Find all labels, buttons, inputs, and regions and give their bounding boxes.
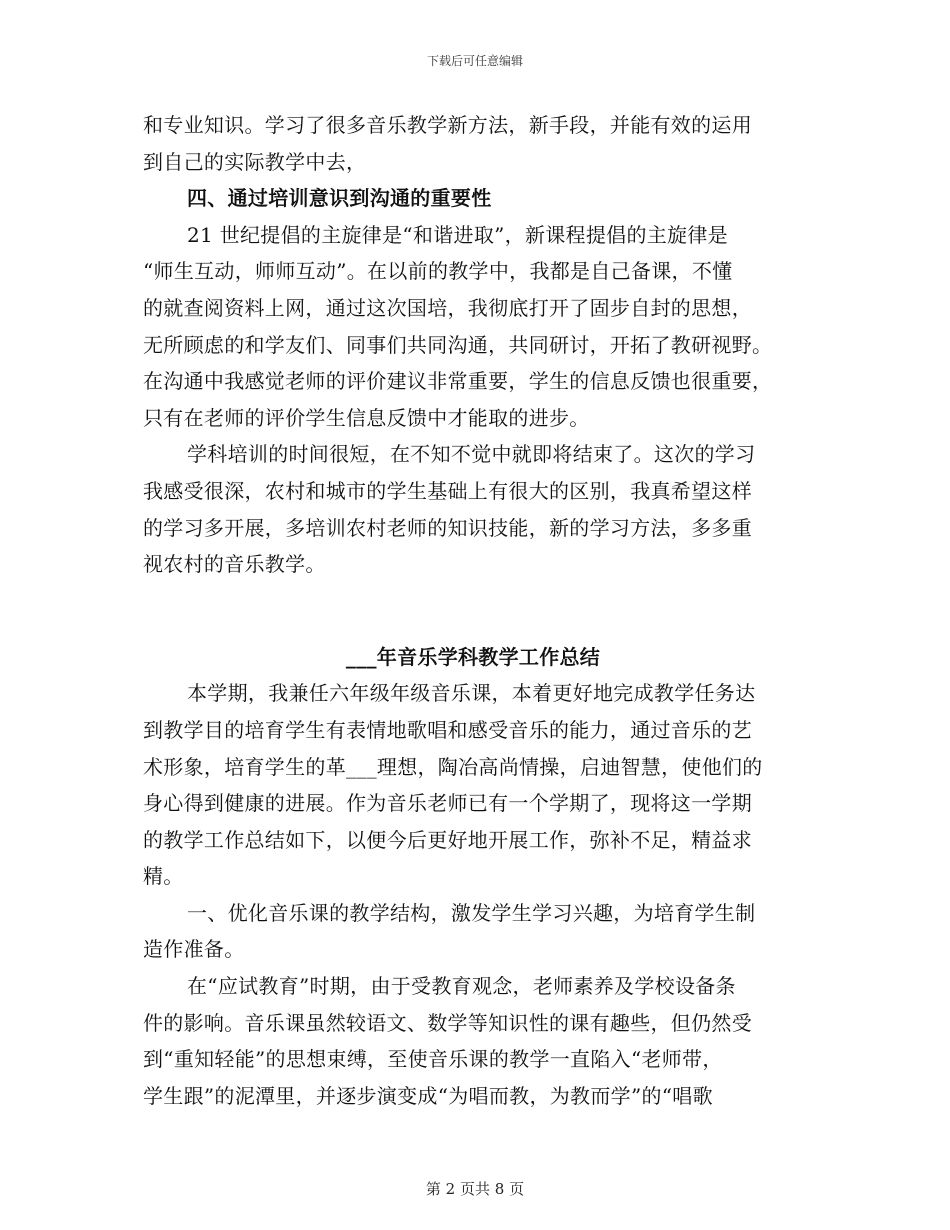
document-body [143, 107, 803, 1114]
paragraph-line: 一、优化音乐课的教学结构，激发学生学习兴趣，为培育学生制 [187, 900, 756, 925]
paragraph-line: 学生跟”的泥潭里，并逐步演变成“为唱而教，为教而学”的“唱歌 [143, 1083, 713, 1108]
paragraph-line: 在沟通中我感觉老师的评价建议非常重要，学生的信息反馈也很重要， [143, 369, 773, 394]
article-title: ___年音乐学科教学工作总结 [345, 644, 601, 669]
paragraph-line: 本学期，我兼任六年级年级音乐课，本着更好地完成教学任务达 [187, 681, 756, 706]
paragraph-line: 只有在老师的评价学生信息反馈中才能取的进步。 [143, 405, 590, 430]
paragraph-line: 的学习多开展，多培训农村老师的知识技能，新的学习方法，多多重 [143, 515, 752, 540]
paragraph-line: 到“重知轻能”的思想束缚，至使音乐课的教学一直陷入“老师带， [143, 1047, 723, 1072]
paragraph-line: 精。 [143, 864, 184, 889]
paragraph-line: 视农村的音乐教学。 [143, 552, 326, 577]
section-previous-continuation [143, 107, 803, 583]
paragraph-line: 和专业知识。学习了很多音乐教学新方法，新手段，并能有效的运用 [143, 113, 752, 137]
paragraph-line: 学科培训的时间很短，在不知不觉中就即将结束了。这次的学习 [187, 442, 756, 467]
paragraph-line: 在“应试教育”时期，由于受教育观念，老师素养及学校设备条 [187, 974, 736, 999]
page-footer: 第 2 页共 8 页 [425, 1180, 525, 1198]
section-heading: 四、通过培训意识到沟通的重要性 [187, 186, 492, 211]
paragraph-line: 的就查阅资料上网，通过这次国培，我彻底打开了固步自封的思想， [143, 295, 752, 320]
paragraph-line: 术形象，培育学生的革___理想，陶冶高尚情操，启迪智慧，使他们的 [143, 754, 763, 779]
article-body [143, 675, 803, 1114]
paragraph-line: 件的影响。音乐课虽然较语文、数学等知识性的课有趣些，但仍然受 [143, 1010, 752, 1035]
paragraph-line: 到教学目的培育学生有表情地歌唱和感受音乐的能力，通过音乐的艺 [143, 717, 752, 742]
section-gap [143, 583, 803, 639]
paragraph-line: “师生互动，师师互动”。在以前的教学中，我都是自己备课，不懂 [143, 259, 733, 284]
page-header: 下载后可任意编辑 [426, 54, 523, 68]
paragraph-line: 造作准备。 [143, 937, 245, 962]
paragraph-line: 的教学工作总结如下，以便今后更好地开展工作，弥补不足，精益求 [143, 827, 752, 852]
paragraph-line: 身心得到健康的进展。作为音乐老师已有一个学期了，现将这一学期 [143, 791, 752, 816]
paragraph-line: 21 世纪提倡的主旋律是“和谐进取”，新课程提倡的主旋律是 [187, 222, 728, 247]
paragraph-line: 到自己的实际教学中去， [143, 149, 367, 174]
paragraph-line: 无所顾虑的和学友们、同事们共同沟通，共同研讨，开拓了教研视野。 [143, 332, 773, 357]
paragraph-line: 我感受很深，农村和城市的学生基础上有很大的区别，我真希望这样 [143, 478, 752, 503]
